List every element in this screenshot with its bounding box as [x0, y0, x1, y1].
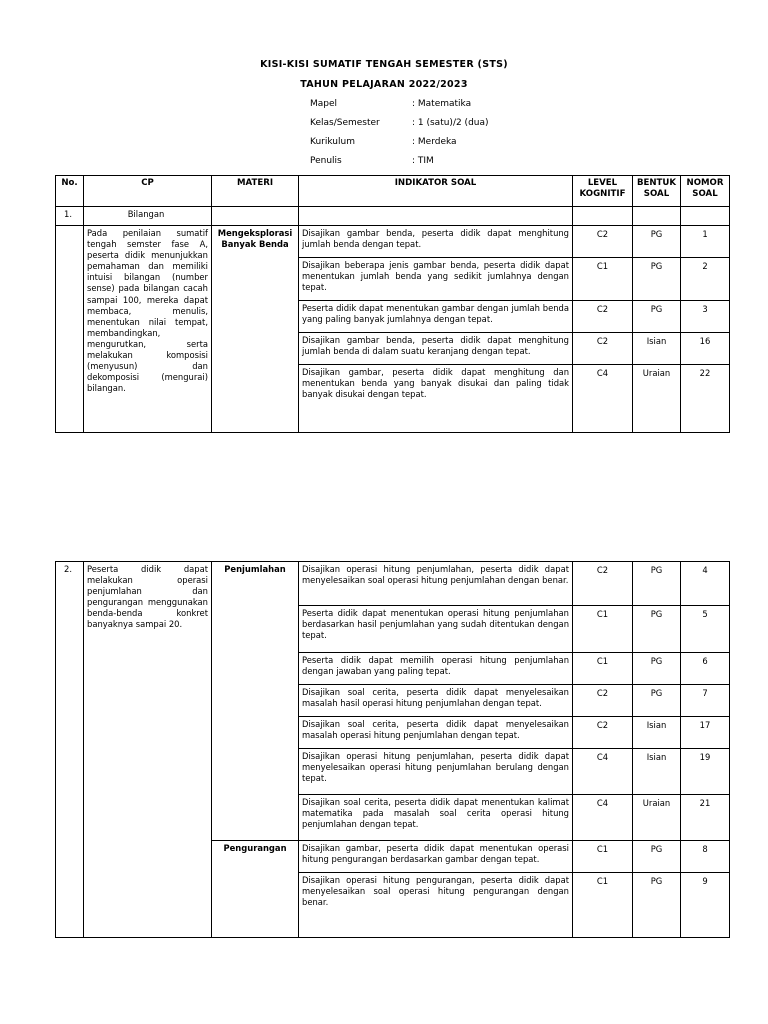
materi-label: Mengeksplorasi Banyak Benda [212, 226, 299, 433]
bentuk-cell: Isian [633, 333, 681, 365]
kisi-table-section-1 [55, 175, 730, 433]
level-cell: C1 [573, 258, 633, 301]
header-nomor-line2: SOAL [692, 189, 718, 200]
table-header-row [56, 176, 730, 207]
nomor-cell: 6 [681, 653, 730, 685]
nomor-cell: 4 [681, 562, 730, 606]
meta-row-kelas [310, 118, 489, 128]
materi-label-pengurangan: Pengurangan [212, 841, 299, 938]
indikator-text: Disajikan operasi hitung pengurangan, peserta didik dapat menyelesaikan soal operasi hitung pengurangan dengan benar. [299, 873, 573, 938]
meta-value: : TIM [412, 156, 434, 166]
bentuk-cell: PG [633, 301, 681, 333]
indikator-text: Disajikan gambar benda, peserta didik dapat menghitung jumlah benda di dalam suatu keranjang dengan tepat. [299, 333, 573, 365]
nomor-cell: 3 [681, 301, 730, 333]
indikator-text: Disajikan beberapa jenis gambar benda, peserta didik dapat menentukan jumlah benda yang sedikit jumlahnya dengan tepat. [299, 258, 573, 301]
bentuk-cell: PG [633, 685, 681, 717]
meta-value: : 1 (satu)/2 (dua) [412, 118, 489, 128]
document-title: KISI-KISI SUMATIF TENGAH SEMESTER (STS) [260, 59, 508, 70]
header-nomor [681, 176, 730, 207]
level-cell: C1 [573, 841, 633, 873]
bentuk-cell: PG [633, 226, 681, 258]
meta-label: Penulis [310, 156, 342, 166]
empty-cell [573, 207, 633, 226]
nomor-cell: 2 [681, 258, 730, 301]
nomor-cell: 16 [681, 333, 730, 365]
bentuk-cell: PG [633, 653, 681, 685]
meta-label: Mapel [310, 99, 338, 109]
bentuk-cell: Isian [633, 749, 681, 795]
indikator-text: Disajikan soal cerita, peserta didik dapat menyelesaikan masalah hasil operasi hitung penjumlahan dengan tepat. [299, 685, 573, 717]
level-cell: C1 [573, 653, 633, 685]
meta-value: : Merdeka [412, 137, 457, 147]
indikator-text: Disajikan gambar benda, peserta didik dapat menghitung jumlah benda dengan tepat. [299, 226, 573, 258]
bentuk-cell: PG [633, 873, 681, 938]
indikator-text: Disajikan gambar, peserta didik dapat menghitung dan menentukan benda yang banyak disukai dan paling tidak banyak disukai dengan tepat. [299, 365, 573, 433]
bentuk-cell: PG [633, 606, 681, 653]
kisi-table-section-2 [55, 561, 730, 938]
meta-row-mapel [310, 99, 471, 109]
materi-label-penjumlahan: Penjumlahan [212, 562, 299, 841]
level-cell: C4 [573, 365, 633, 433]
nomor-cell: 1 [681, 226, 730, 258]
meta-label: Kelas/Semester [310, 118, 380, 128]
header-bentuk-line1: BENTUK [636, 178, 677, 188]
meta-value: : Matematika [412, 99, 472, 109]
nomor-cell: 22 [681, 365, 730, 433]
level-cell: C2 [573, 226, 633, 258]
meta-row-kurikulum [310, 137, 457, 147]
bentuk-cell: Isian [633, 717, 681, 749]
empty-cell [56, 226, 84, 433]
table-row [56, 226, 730, 258]
section-label: Bilangan [84, 207, 212, 226]
empty-cell [681, 207, 730, 226]
header-indikator: INDIKATOR SOAL [299, 176, 573, 207]
bentuk-cell: PG [633, 841, 681, 873]
row-number: 2. [56, 562, 84, 938]
level-cell: C2 [573, 685, 633, 717]
header-level-line1: LEVEL [587, 178, 618, 188]
bentuk-cell: PG [633, 562, 681, 606]
empty-cell [212, 207, 299, 226]
header-level [573, 176, 633, 207]
nomor-cell: 8 [681, 841, 730, 873]
empty-cell [299, 207, 573, 226]
indikator-text: Disajikan soal cerita, peserta didik dapat menyelesaikan masalah operasi hitung penjumlahan dengan tepat. [299, 717, 573, 749]
nomor-cell: 9 [681, 873, 730, 938]
meta-label: Kurikulum [310, 137, 355, 147]
nomor-cell: 7 [681, 685, 730, 717]
row-number: 1. [56, 207, 84, 226]
level-cell: C4 [573, 795, 633, 841]
level-cell: C2 [573, 301, 633, 333]
meta-row-penulis [310, 156, 434, 166]
level-cell: C2 [573, 333, 633, 365]
nomor-cell: 5 [681, 606, 730, 653]
nomor-cell: 21 [681, 795, 730, 841]
bentuk-cell: Uraian [633, 365, 681, 433]
cp-text: Peserta didik dapat melakukan operasi penjumlahan dan pengurangan menggunakan benda-benda konkret banyaknya sampai 20. [84, 562, 212, 938]
document-subtitle: TAHUN PELAJARAN 2022/2023 [300, 79, 468, 90]
indikator-text: Disajikan gambar, peserta didik dapat menentukan operasi hitung pengurangan berdasarkan gambar dengan tepat. [299, 841, 573, 873]
empty-cell [633, 207, 681, 226]
indikator-text: Disajikan operasi hitung penjumlahan, peserta didik dapat menyelesaikan soal operasi hitung penjumlahan dengan benar. [299, 562, 573, 606]
header-nomor-line1: NOMOR [686, 178, 724, 188]
indikator-text: Peserta didik dapat memilih operasi hitung penjumlahan dengan jawaban yang paling tepat. [299, 653, 573, 685]
indikator-text: Disajikan soal cerita, peserta didik dapat menentukan kalimat matematika pada masalah soal cerita operasi hitung penjumlahan dengan tepat. [299, 795, 573, 841]
header-level-line2: KOGNITIF [579, 189, 626, 200]
level-cell: C2 [573, 562, 633, 606]
level-cell: C4 [573, 749, 633, 795]
bentuk-cell: Uraian [633, 795, 681, 841]
header-materi: MATERI [212, 176, 299, 207]
table-row [56, 562, 730, 606]
header-bentuk-line2: SOAL [643, 189, 670, 200]
header-bentuk [633, 176, 681, 207]
bentuk-cell: PG [633, 258, 681, 301]
header-cp: CP [84, 176, 212, 207]
header-no: No. [56, 176, 84, 207]
level-cell: C1 [573, 873, 633, 938]
cp-text: Pada penilaian sumatif tengah semster fase A, peserta didik menunjukkan pemahaman dan memiliki intuisi bilangan (number sense) pada bilangan cacah sampai 100, mereka dapat membaca, menulis, menentukan nilai tempat, membandingkan, mengurutkan, serta melakukan komposisi (menyusun) dan dekomposisi (mengurai) bilangan. [84, 226, 212, 433]
level-cell: C1 [573, 606, 633, 653]
indikator-text: Peserta didik dapat menentukan operasi hitung penjumlahan berdasarkan hasil penjumlahan yang sudah ditentukan dengan tepat. [299, 606, 573, 653]
nomor-cell: 17 [681, 717, 730, 749]
section-label-row [56, 207, 730, 226]
level-cell: C2 [573, 717, 633, 749]
indikator-text: Peserta didik dapat menentukan gambar dengan jumlah benda yang paling banyak jumlahnya dengan tepat. [299, 301, 573, 333]
indikator-text: Disajikan operasi hitung penjumlahan, peserta didik dapat menyelesaikan operasi hitung penjumlahan berulang dengan tepat. [299, 749, 573, 795]
nomor-cell: 19 [681, 749, 730, 795]
